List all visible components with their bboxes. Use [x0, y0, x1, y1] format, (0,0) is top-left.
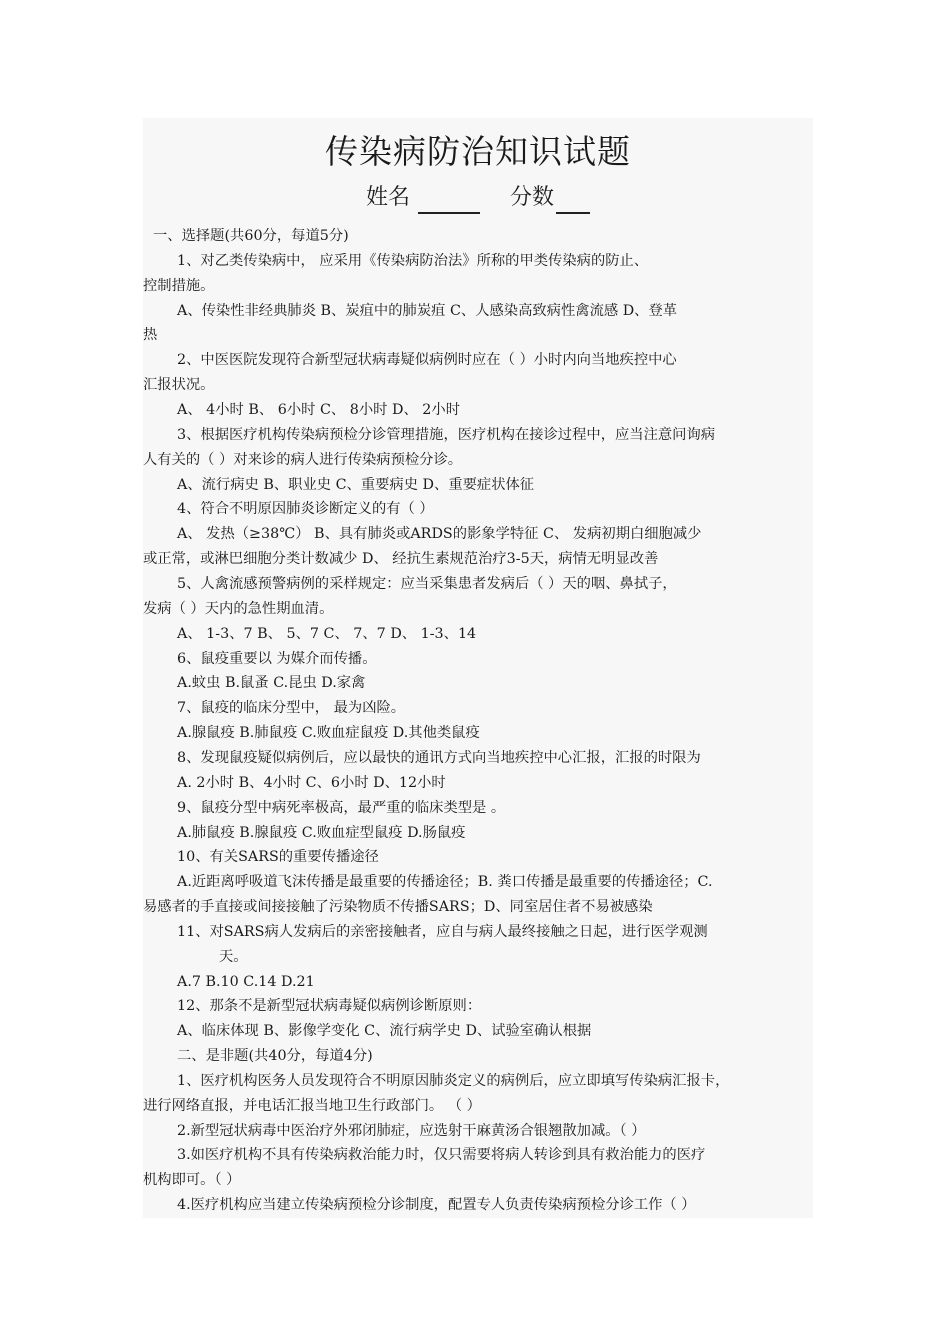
- question-text: 6、鼠疫重要以 为媒介而传播。: [177, 651, 377, 667]
- exam-page: [143, 118, 813, 1218]
- question-text: 12、那条不是新型冠状病毒疑似病例诊断原则：: [177, 998, 482, 1014]
- question-text: 1、医疗机构医务人员发现符合不明原因肺炎定义的病例后，应立即填写传染病汇报卡，: [177, 1073, 730, 1089]
- question-text: 2.新型冠状病毒中医治疗外邪闭肺症，应选射干麻黄汤合银翘散加减。（ ）: [177, 1123, 646, 1139]
- question-text: 11、对SARS病人发病后的亲密接触者，应自与病人最终接触之日起，进行医学观测: [177, 924, 708, 940]
- score-label: 分数: [510, 185, 555, 210]
- answer-options: A、 发热（≥38℃） B、具有肺炎或ARDS的影象学特征 C、 发病初期白细胞减少: [177, 526, 702, 542]
- question-text: 10、有关SARS的重要传播途径: [177, 849, 379, 865]
- answer-options: A.蚊虫 B.鼠蚤 C.昆虫 D.家禽: [177, 675, 366, 691]
- answer-options: 热: [143, 327, 158, 343]
- answer-options: A、临床体现 B、影像学变化 C、流行病学史 D、试验室确认根据: [177, 1023, 592, 1039]
- answer-options: A.7 B.10 C.14 D.21: [177, 974, 315, 990]
- answer-options: A.肺鼠疫 B.腺鼠疫 C.败血症型鼠疫 D.肠鼠疫: [177, 825, 466, 841]
- answer-options: A.腺鼠疫 B.肺鼠疫 C.败血症鼠疫 D.其他类鼠疫: [177, 725, 480, 741]
- question-text: 5、人禽流感预警病例的采样规定：应当采集患者发病后（ ）天的咽、鼻拭子，: [177, 576, 677, 592]
- question-text: 天。: [219, 949, 248, 965]
- question-text: 3.如医疗机构不具有传染病救治能力时，仅只需要将病人转诊到具有救治能力的医疗: [177, 1147, 706, 1163]
- answer-options: 易感者的手直接或间接接触了污染物质不传播SARS；D、同室居住者不易被感染: [143, 899, 653, 915]
- question-text: 控制措施。: [143, 278, 215, 294]
- question-text: 8、发现鼠疫疑似病例后，应以最快的通讯方式向当地疾控中心汇报，汇报的时限为: [177, 750, 701, 766]
- question-text: 2、中医医院发现符合新型冠状病毒疑似病例时应在（ ）小时内向当地疾控中心: [177, 352, 677, 368]
- answer-options: A、传染性非经典肺炎 B、炭疽中的肺炭疽 C、人感染高致病性禽流感 D、登革: [177, 303, 678, 319]
- answer-options: A、 1-3、7 B、 5、7 C、 7、7 D、 1-3、14: [177, 626, 477, 642]
- name-blank: [418, 186, 480, 214]
- question-text: 4、符合不明原因肺炎诊断定义的有（ ）: [177, 501, 434, 517]
- section-heading: 二、是非题(共40分，每道4分): [177, 1048, 373, 1064]
- answer-options: 或正常，或淋巴细胞分类计数减少 D、 经抗生素规范治疗3-5天，病情无明显改善: [143, 551, 659, 567]
- question-text: 汇报状况。: [143, 377, 215, 393]
- name-label: 姓名: [365, 185, 410, 210]
- question-text: 9、鼠疫分型中病死率极高，最严重的临床类型是 。: [177, 800, 506, 816]
- section-heading: 一、选择题(共60分，每道5分): [153, 228, 349, 244]
- question-text: 4.医疗机构应当建立传染病预检分诊制度，配置专人负责传染病预检分诊工作（ ）: [177, 1197, 696, 1213]
- question-text: 发病（ ）天内的急性期血清。: [143, 601, 334, 617]
- question-text: 3、根据医疗机构传染病预检分诊管理措施，医疗机构在接诊过程中，应当注意问询病: [177, 427, 716, 443]
- page-title: 传染病防治知识试题: [325, 132, 631, 171]
- question-text: 人有关的（ ）对来诊的病人进行传染病预检分诊。: [143, 452, 463, 468]
- question-text: 进行网络直报，并电话汇报当地卫生行政部门。 （ ）: [143, 1098, 481, 1114]
- answer-options: A.近距离呼吸道飞沫传播是最重要的传播途径；B. 粪口传播是最重要的传播途径；C.: [177, 874, 713, 890]
- score-blank: [556, 186, 590, 214]
- answer-options: A. 2小时 B、4小时 C、6小时 D、12小时: [177, 775, 446, 791]
- answer-options: A、流行病史 B、职业史 C、重要病史 D、重要症状体征: [177, 477, 535, 493]
- question-text: 机构即可。（ ）: [143, 1172, 241, 1188]
- answer-options: A、 4小时 B、 6小时 C、 8小时 D、 2小时: [177, 402, 460, 418]
- question-text: 1、对乙类传染病中， 应采用《传染病防治法》所称的甲类传染病的防止、: [177, 253, 649, 269]
- name-score-line: [143, 182, 813, 214]
- question-text: 7、鼠疫的临床分型中， 最为凶险。: [177, 700, 406, 716]
